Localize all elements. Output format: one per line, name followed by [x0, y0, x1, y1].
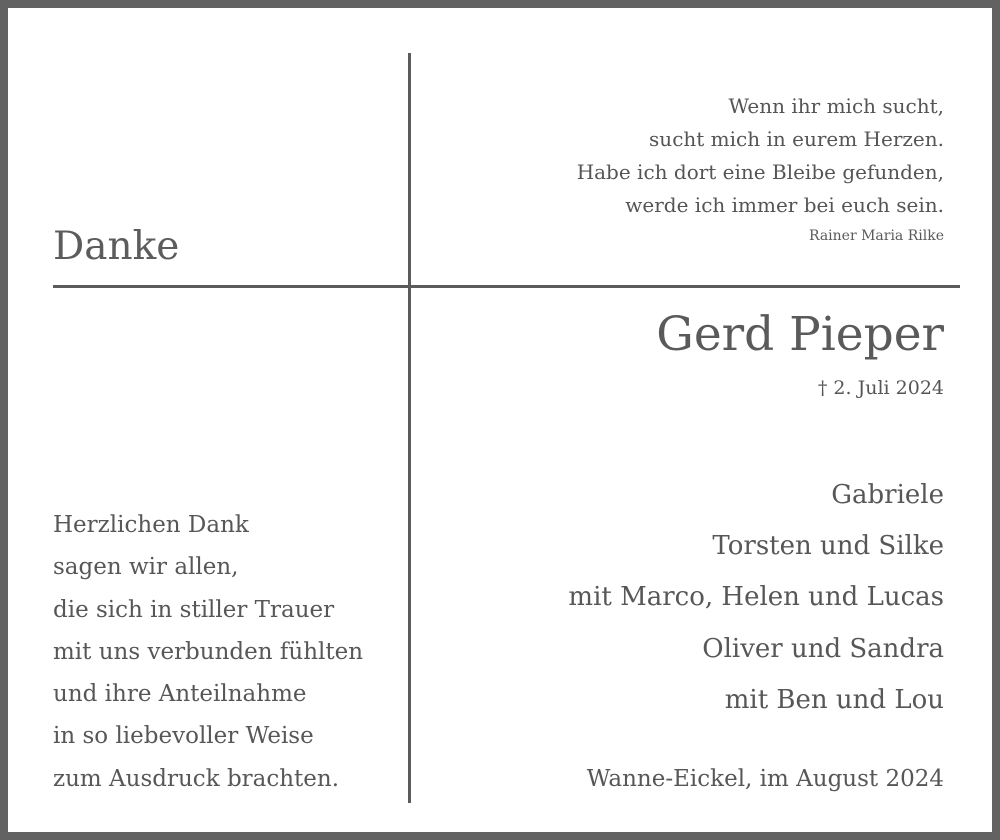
- deceased-name: Gerd Pieper: [656, 307, 944, 362]
- poem-line: Habe ich dort eine Bleibe gefunden,: [576, 160, 944, 184]
- heading-danke: Danke: [53, 224, 180, 269]
- death-date: † 2. Juli 2024: [817, 377, 944, 399]
- family-line: mit Ben und Lou: [724, 684, 944, 715]
- poem-quote: [424, 90, 944, 222]
- family-line: mit Marco, Helen und Lucas: [568, 582, 944, 613]
- thanks-line: sagen wir allen,: [53, 554, 239, 581]
- horizontal-cross-rule: [53, 285, 960, 288]
- poem-line: sucht mich in eurem Herzen.: [649, 127, 944, 151]
- place-and-date: Wanne-Eickel, im August 2024: [586, 766, 944, 792]
- poem-author: Rainer Maria Rilke: [808, 228, 944, 244]
- family-signatures: [568, 470, 944, 726]
- thanks-line: die sich in stiller Trauer: [53, 596, 335, 623]
- family-line: Torsten und Silke: [712, 531, 944, 562]
- thanks-text: [53, 504, 363, 800]
- thanks-line: in so liebevoller Weise: [53, 723, 314, 750]
- poem-line: Wenn ihr mich sucht,: [728, 94, 944, 118]
- thanks-line: mit uns verbunden fühlten: [53, 638, 364, 665]
- thanks-line: zum Ausdruck brachten.: [53, 765, 340, 792]
- family-line: Oliver und Sandra: [702, 633, 944, 664]
- vertical-cross-rule: [408, 53, 411, 803]
- family-line: Gabriele: [831, 480, 944, 510]
- thanks-line: und ihre Anteilnahme: [53, 681, 307, 708]
- poem-line: werde ich immer bei euch sein.: [625, 193, 944, 217]
- thanks-line: Herzlichen Dank: [53, 512, 249, 538]
